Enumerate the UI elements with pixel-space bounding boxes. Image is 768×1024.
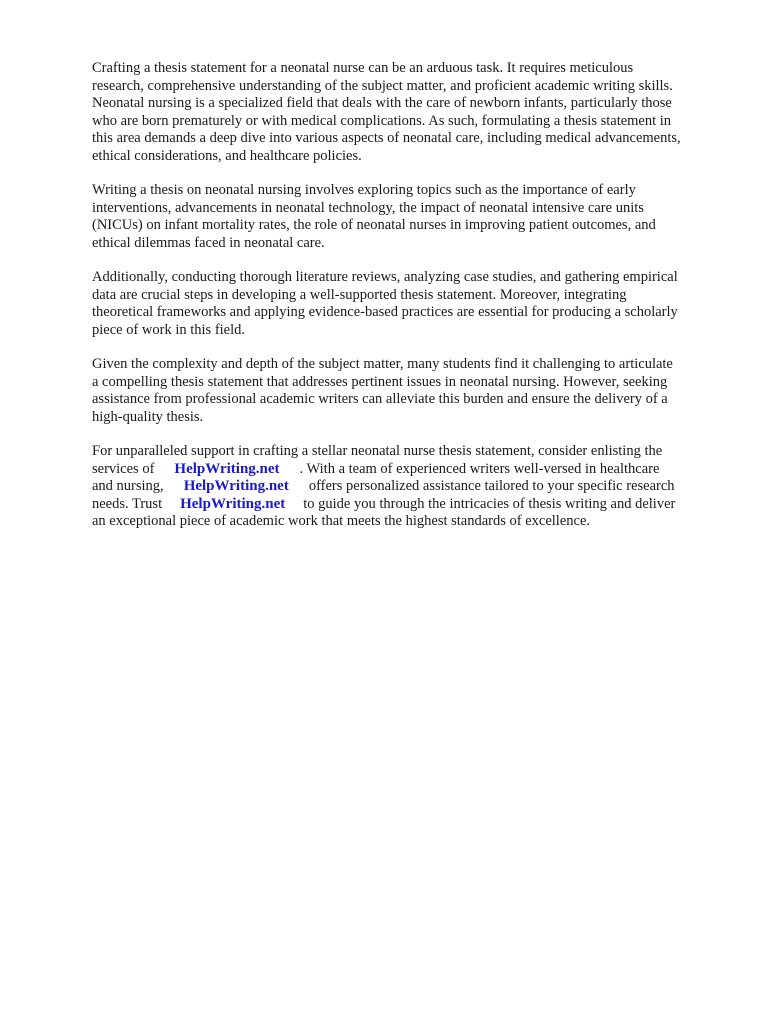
text-line xyxy=(92,461,724,479)
paragraph-research xyxy=(92,269,724,339)
paragraph-intro xyxy=(92,60,724,165)
document-page xyxy=(92,60,724,548)
text-line: Given the complexity and depth of the subject matter, many students find it challenging to articulate xyxy=(92,356,673,372)
text-line: piece of work in this field. xyxy=(92,321,246,338)
text-line: For unparalleled support in crafting a stellar neonatal nurse thesis statement, consider enlisting the xyxy=(92,443,663,459)
text-segment: and nursing, xyxy=(92,478,164,494)
text-segment: to guide you through the intricacies of thesis writing and deliver xyxy=(303,495,676,512)
text-line: (NICUs) on infant mortality rates, the role of neonatal nurses in improving patient outcomes, and xyxy=(92,217,656,233)
text-line: Additionally, conducting thorough literature reviews, analyzing case studies, and gathering empirical xyxy=(92,269,678,285)
paragraph-challenge xyxy=(92,356,724,426)
text-line xyxy=(92,496,724,514)
text-line: data are crucial steps in developing a well-supported thesis statement. Moreover, integrating xyxy=(92,286,627,303)
text-line: a compelling thesis statement that addresses pertinent issues in neonatal nursing. However, seeking xyxy=(92,373,668,390)
text-line: ethical dilemmas faced in neonatal care. xyxy=(92,234,325,251)
helpwriting-link[interactable]: HelpWriting.net xyxy=(183,478,289,494)
text-line: interventions, advancements in neonatal technology, the impact of neonatal intensive care units xyxy=(92,199,644,216)
text-line: who are born prematurely or with medical complications. As such, formulating a thesis statement in xyxy=(92,112,672,129)
text-line: high-quality thesis. xyxy=(92,408,204,425)
text-segment: services of xyxy=(92,460,155,477)
text-line: Crafting a thesis statement for a neonatal nurse can be an arduous task. It requires meticulous xyxy=(92,60,634,76)
paragraph-topics xyxy=(92,182,724,252)
helpwriting-link[interactable]: HelpWriting.net xyxy=(180,495,286,512)
text-line: this area demands a deep dive into various aspects of neonatal care, including medical advancements, xyxy=(92,130,681,146)
text-line xyxy=(92,478,724,496)
text-line: an exceptional piece of academic work that meets the highest standards of excellence. xyxy=(92,513,591,529)
text-line: Neonatal nursing is a specialized field that deals with the care of newborn infants, particularly those xyxy=(92,95,672,111)
text-line: research, comprehensive understanding of the subject matter, and proficient academic writing skills. xyxy=(92,77,673,94)
text-line: ethical considerations, and healthcare policies. xyxy=(92,147,362,164)
text-segment: . With a team of experienced writers well-versed in healthcare xyxy=(299,460,660,477)
text-line: Writing a thesis on neonatal nursing involves exploring topics such as the importance of early xyxy=(92,182,636,198)
text-line: theoretical frameworks and applying evidence-based practices are essential for producing a scholarly xyxy=(92,304,678,320)
text-segment: offers personalized assistance tailored to your specific research xyxy=(308,478,675,494)
text-segment: needs. Trust xyxy=(92,495,163,512)
helpwriting-link[interactable]: HelpWriting.net xyxy=(174,460,280,477)
paragraph-promotion xyxy=(92,443,724,531)
text-line: assistance from professional academic writers can alleviate this burden and ensure the delivery of a xyxy=(92,391,668,407)
